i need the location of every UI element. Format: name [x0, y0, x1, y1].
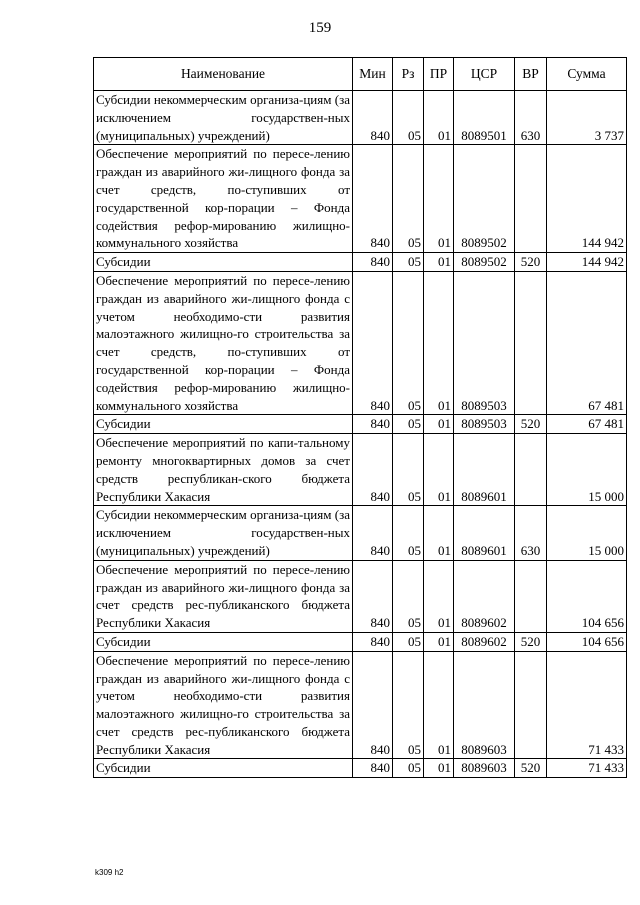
row-name: Обеспечение мероприятий по пересе-лению граждан из аварийного жи-лищного фонда с учетом необходимо-сти развития малоэтажного жилищно-го строительства за счет средств, по-ступивших от государственной кор-порации – Фонда содействия рефор-мированию жилищно-коммунального хозяйства [94, 271, 353, 414]
row-vr: 520 [515, 253, 547, 272]
table-row [94, 759, 627, 778]
table-row [94, 415, 627, 434]
table-row [94, 632, 627, 651]
table-row [94, 91, 627, 145]
page-number: 159 [308, 20, 332, 36]
header-csr: ЦСР [454, 58, 515, 91]
row-pr: 01 [424, 271, 454, 414]
row-min: 840 [353, 759, 393, 778]
row-min: 840 [353, 434, 393, 506]
row-csr: 8089601 [454, 506, 515, 560]
row-sum: 71 433 [547, 759, 627, 778]
header-name: Наименование [94, 58, 353, 91]
row-sum: 144 942 [547, 145, 627, 253]
header-rz: Рз [393, 58, 424, 91]
row-pr: 01 [424, 145, 454, 253]
row-rz: 05 [393, 91, 424, 145]
header-min: Мин [353, 58, 393, 91]
row-min: 840 [353, 560, 393, 632]
table-row [94, 506, 627, 560]
row-name: Субсидии [94, 253, 353, 272]
row-csr: 8089603 [454, 651, 515, 759]
row-rz: 05 [393, 560, 424, 632]
row-rz: 05 [393, 145, 424, 253]
header-sum: Сумма [547, 58, 627, 91]
row-csr: 8089502 [454, 145, 515, 253]
row-vr [515, 434, 547, 506]
row-rz: 05 [393, 651, 424, 759]
row-pr: 01 [424, 415, 454, 434]
row-name: Субсидии некоммерческим организа-циям (за исключением государствен-ных (муниципальных) учреждений) [94, 91, 353, 145]
table-row [94, 560, 627, 632]
row-vr: 520 [515, 759, 547, 778]
row-vr [515, 560, 547, 632]
row-csr: 8089601 [454, 434, 515, 506]
row-csr: 8089602 [454, 560, 515, 632]
row-sum: 67 481 [547, 415, 627, 434]
row-sum: 15 000 [547, 506, 627, 560]
row-min: 840 [353, 91, 393, 145]
row-sum: 104 656 [547, 632, 627, 651]
header-vr: ВР [515, 58, 547, 91]
row-min: 840 [353, 271, 393, 414]
row-name: Обеспечение мероприятий по капи-тальному ремонту многоквартирных домов за счет средств республикан-ского бюджета Республики Хакасия [94, 434, 353, 506]
row-min: 840 [353, 253, 393, 272]
row-csr: 8089603 [454, 759, 515, 778]
row-rz: 05 [393, 434, 424, 506]
row-name: Субсидии [94, 415, 353, 434]
footer-code: k309 h2 [95, 868, 124, 877]
table-row [94, 434, 627, 506]
row-pr: 01 [424, 560, 454, 632]
row-name: Обеспечение мероприятий по пересе-лению граждан из аварийного жи-лищного фонда за счет средств, по-ступивших от государственной кор-порации – Фонда содействия рефор-мированию жилищно-коммунального хозяйства [94, 145, 353, 253]
row-rz: 05 [393, 506, 424, 560]
row-name: Обеспечение мероприятий по пересе-лению граждан из аварийного жи-лищного фонда с учетом необходимо-сти развития малоэтажного жилищно-го строительства за счет средств рес-публиканского бюджета Республики Хакасия [94, 651, 353, 759]
row-pr: 01 [424, 759, 454, 778]
row-vr [515, 651, 547, 759]
row-sum: 144 942 [547, 253, 627, 272]
table-header-row [94, 58, 627, 91]
row-sum: 104 656 [547, 560, 627, 632]
row-min: 840 [353, 145, 393, 253]
row-name: Субсидии [94, 632, 353, 651]
row-csr: 8089501 [454, 91, 515, 145]
row-vr [515, 271, 547, 414]
row-vr: 520 [515, 415, 547, 434]
row-csr: 8089602 [454, 632, 515, 651]
row-pr: 01 [424, 253, 454, 272]
row-pr: 01 [424, 91, 454, 145]
row-min: 840 [353, 651, 393, 759]
row-pr: 01 [424, 506, 454, 560]
row-name: Субсидии [94, 759, 353, 778]
row-sum: 15 000 [547, 434, 627, 506]
row-csr: 8089503 [454, 415, 515, 434]
row-vr: 520 [515, 632, 547, 651]
row-sum: 71 433 [547, 651, 627, 759]
row-pr: 01 [424, 651, 454, 759]
row-min: 840 [353, 415, 393, 434]
row-vr: 630 [515, 506, 547, 560]
row-sum: 67 481 [547, 271, 627, 414]
row-pr: 01 [424, 632, 454, 651]
table-row [94, 651, 627, 759]
row-name: Обеспечение мероприятий по пересе-лению граждан из аварийного жи-лищного фонда за счет средств рес-публиканского бюджета Республики Хакасия [94, 560, 353, 632]
header-pr: ПР [424, 58, 454, 91]
row-sum: 3 737 [547, 91, 627, 145]
row-vr [515, 145, 547, 253]
row-csr: 8089502 [454, 253, 515, 272]
row-rz: 05 [393, 271, 424, 414]
table-row [94, 145, 627, 253]
table-row [94, 253, 627, 272]
row-rz: 05 [393, 415, 424, 434]
row-rz: 05 [393, 253, 424, 272]
row-name: Субсидии некоммерческим организа-циям (за исключением государствен-ных (муниципальных) учреждений) [94, 506, 353, 560]
row-min: 840 [353, 632, 393, 651]
table-row [94, 271, 627, 414]
row-pr: 01 [424, 434, 454, 506]
budget-table [93, 57, 627, 778]
row-min: 840 [353, 506, 393, 560]
row-vr: 630 [515, 91, 547, 145]
row-rz: 05 [393, 632, 424, 651]
row-csr: 8089503 [454, 271, 515, 414]
row-rz: 05 [393, 759, 424, 778]
